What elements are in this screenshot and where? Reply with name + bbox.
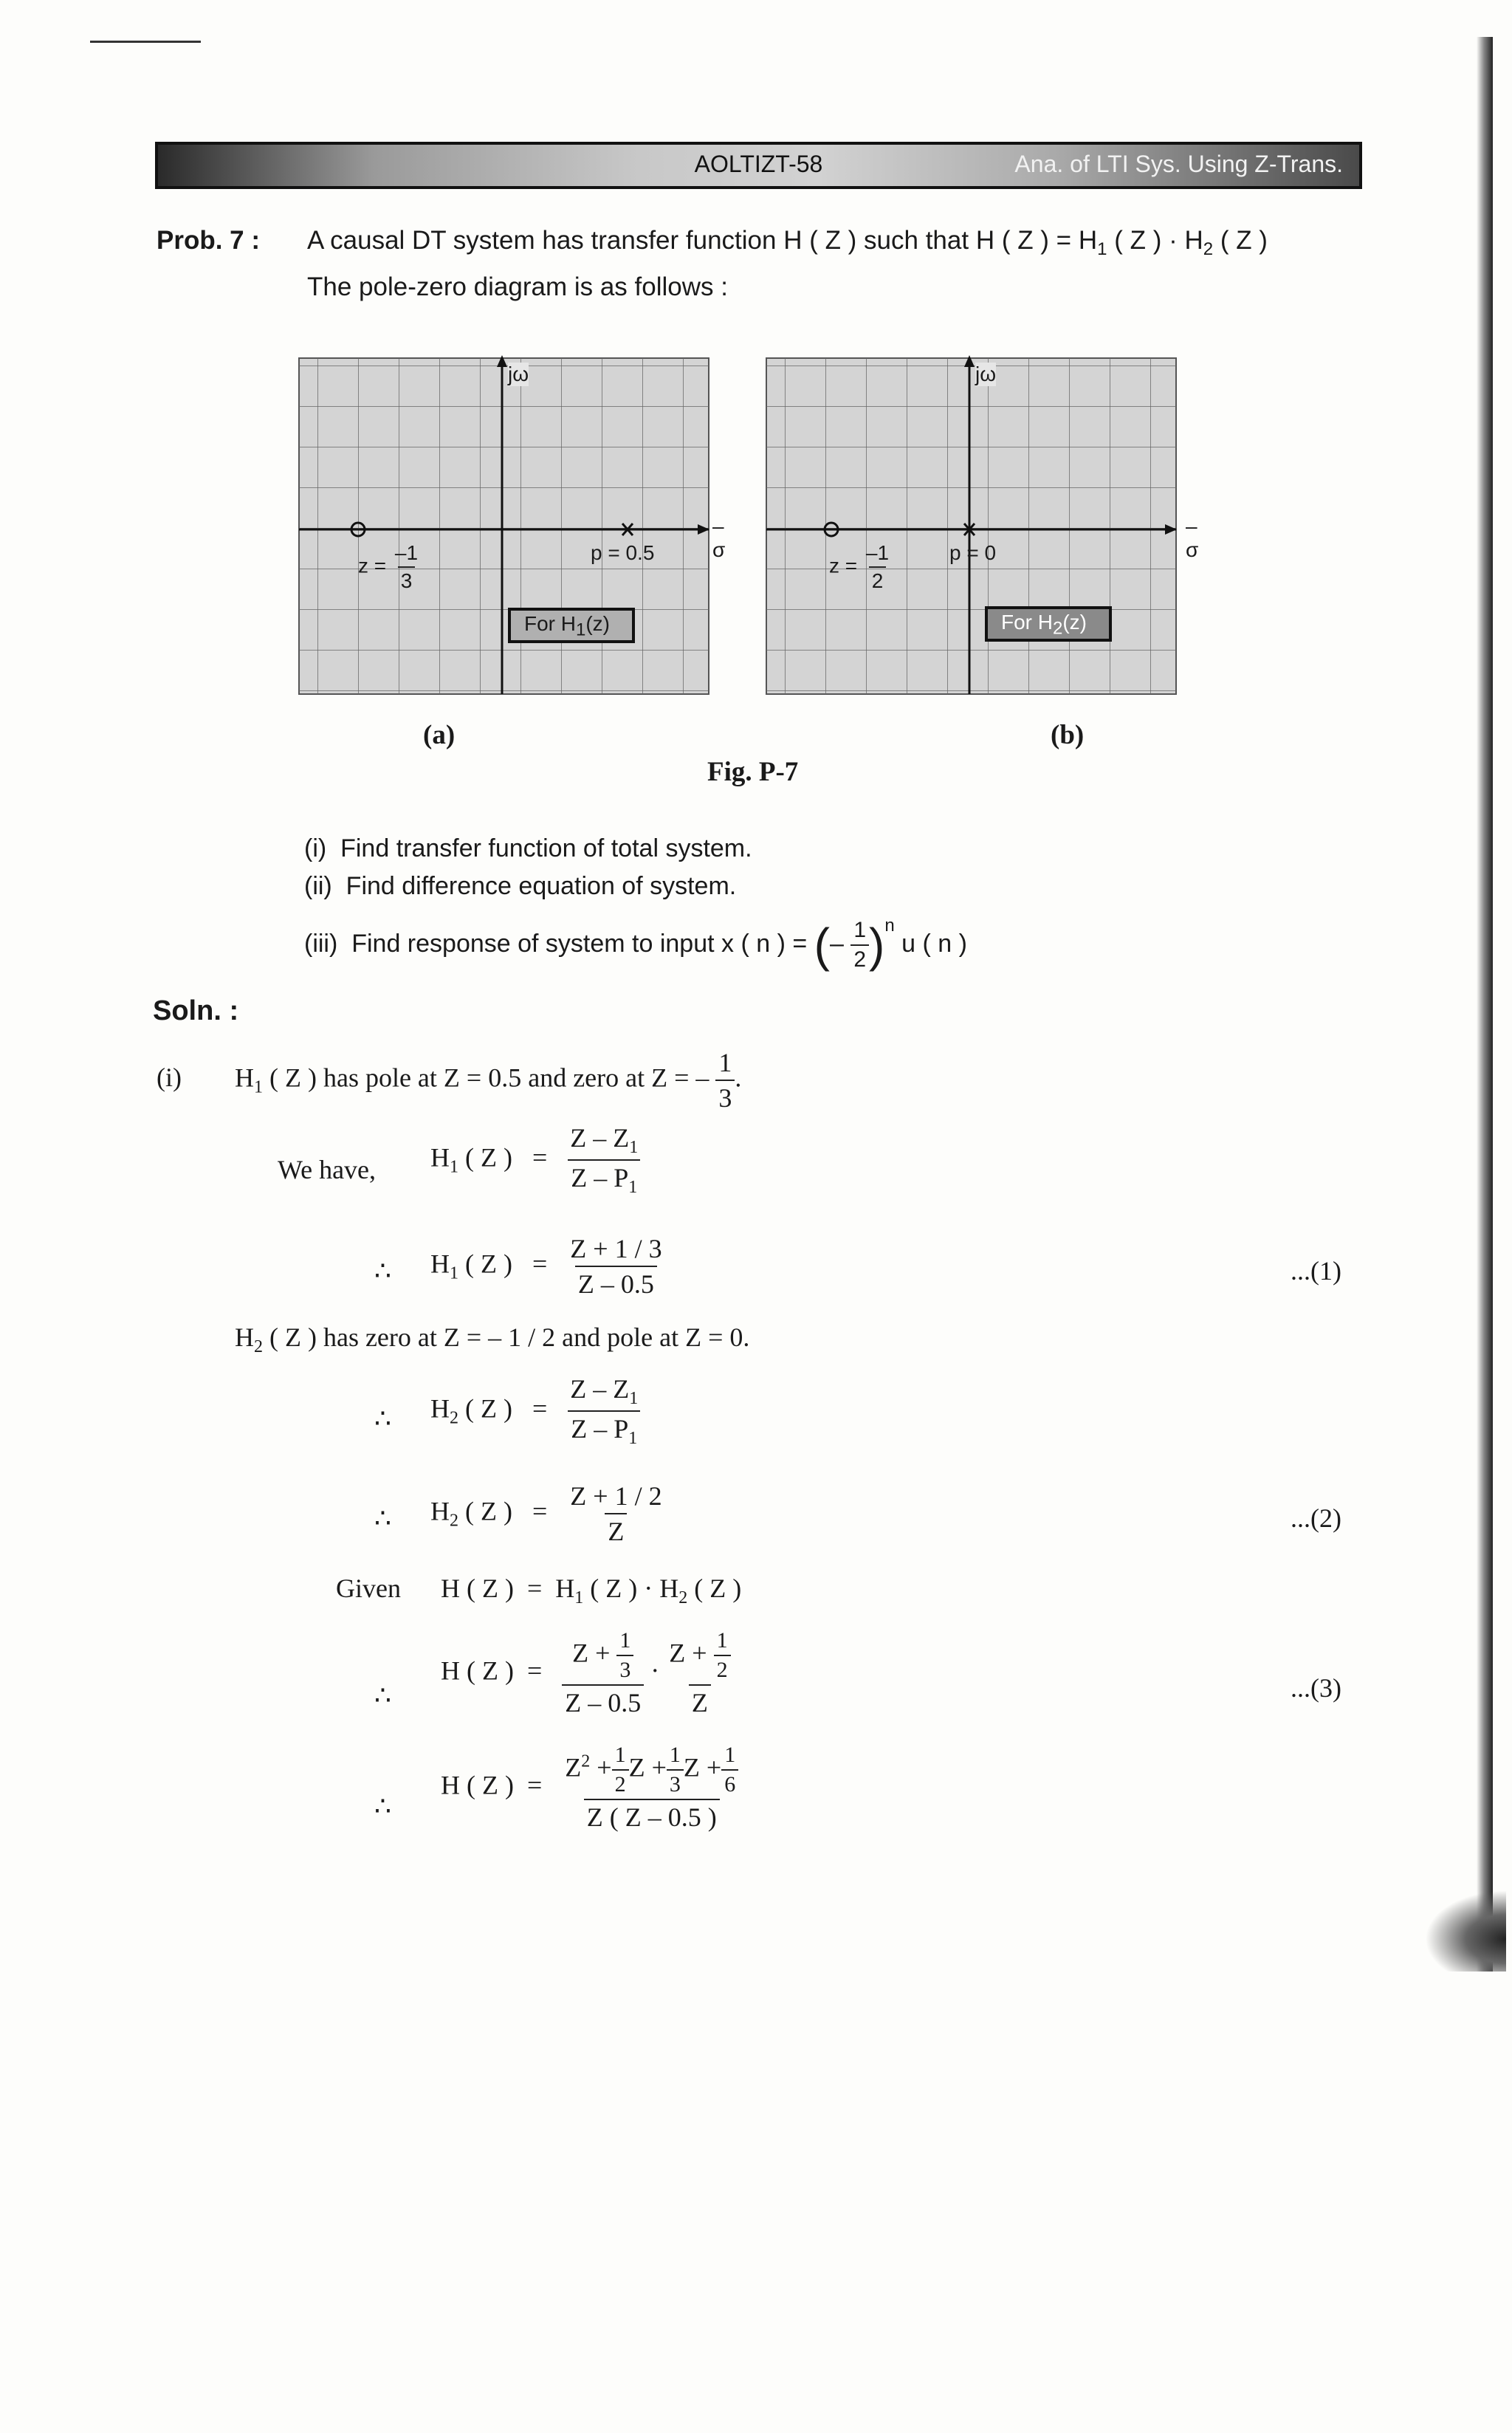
book-spine-shadow [1477, 37, 1493, 1972]
therefore-icon: ∴ [374, 1503, 391, 1533]
zero-value-label: z = $\frac{-1}{3}$ [358, 541, 419, 592]
we-have-label: We have, [278, 1155, 377, 1184]
jw-axis-label: jω [975, 363, 997, 385]
equation-h1: $H_1$ ( Z ) = $\frac{Z + 1 / 3}{Z - 0.5}$ [430, 1234, 662, 1299]
solution-label: Soln. : [153, 995, 239, 1026]
equation-number-2: ...(2) [1291, 1503, 1341, 1533]
problem-statement-line2: The pole-zero diagram is as follows : [307, 272, 728, 301]
question-i: (i) Find transfer function of total system. [304, 834, 752, 862]
given-label: Given [336, 1574, 401, 1603]
pole-value-label: p = 0.5 [591, 541, 655, 564]
running-header [155, 142, 1362, 189]
equation-h-expanded: H ( Z ) = $Z^2$ + $\frac{1}{2}$ Z + $\frac{1}{3}$ Z + $\frac{1}{6}$ Z ( Z – 0.5 ) [441, 1743, 741, 1833]
zero-value-label: z = $\frac{-1}{2}$ [829, 541, 890, 592]
figure-caption: Fig. P-7 [707, 757, 799, 787]
equation-number-3: ...(3) [1291, 1673, 1341, 1703]
pole-zero-diagram-a [299, 358, 726, 694]
jw-axis-label: jω [508, 363, 529, 385]
problem-label: Prob. 7 : [157, 226, 261, 255]
solution-line-1: $H_1$ ( Z ) has pole at Z = 0.5 and zero at Z = – $\frac{1}{3}$ . [235, 1048, 742, 1113]
panel-label-a: (a) [423, 720, 456, 750]
pole-value-label: p = 0 [949, 541, 997, 564]
header-center-label: AOLTIZT-58 [694, 151, 823, 177]
therefore-icon: ∴ [374, 1681, 391, 1710]
question-iii: (iii) Find response of system to input x ( n ) = (– $\frac{1}{2}$ )$^n$ u ( n ) [304, 916, 967, 972]
pole-zero-diagram-b [766, 358, 1199, 694]
solution-line-h2: $H_2$ ( Z ) has zero at Z = – 1 / 2 and pole at Z = 0. [235, 1322, 750, 1357]
equation-h-product: H ( Z ) = Z + $\frac{1}{3}$ Z – 0.5 · Z + $\frac{1}{2}$ Z [441, 1628, 734, 1718]
therefore-icon: ∴ [374, 1791, 391, 1821]
equation-product: H ( Z ) = $H_1$ ( Z ) · $H_2$ ( Z ) [441, 1574, 742, 1608]
equation-h1-general: $H_1$ ( Z ) = $\frac{Z - Z_1}{Z - P_1}$ [430, 1122, 641, 1198]
scan-top-rule [90, 41, 201, 43]
sigma-axis-label: –σ [712, 515, 726, 561]
diagram-label-text: For $H_2(z)$ [1001, 611, 1087, 639]
panel-label-b: (b) [1051, 720, 1085, 750]
therefore-icon: ∴ [374, 1256, 391, 1286]
problem-statement: A causal DT system has transfer function H ( Z ) such that H ( Z ) = $H_1$ ( Z ) · $H_2$ ( Z ) [307, 226, 1268, 259]
therefore-icon: ∴ [374, 1404, 391, 1433]
equation-h2-general: $H_2$ ( Z ) = $\frac{Z - Z_1}{Z - P_1}$ [430, 1373, 641, 1449]
book-spine-shadow-foot [1425, 1890, 1506, 1972]
diagram-label-text: For $H_1(z)$ [524, 612, 611, 640]
equation-h2: $H_2$ ( Z ) = $\frac{Z + 1 / 2}{Z}$ [430, 1481, 662, 1546]
header-chapter-title: Ana. of LTI Sys. Using Z-Trans. [1014, 151, 1343, 177]
equation-number-1: ...(1) [1291, 1256, 1341, 1286]
question-ii: (ii) Find difference equation of system. [304, 872, 737, 900]
sigma-axis-label: –σ [1186, 515, 1199, 561]
solution-part-number: (i) [157, 1063, 182, 1092]
